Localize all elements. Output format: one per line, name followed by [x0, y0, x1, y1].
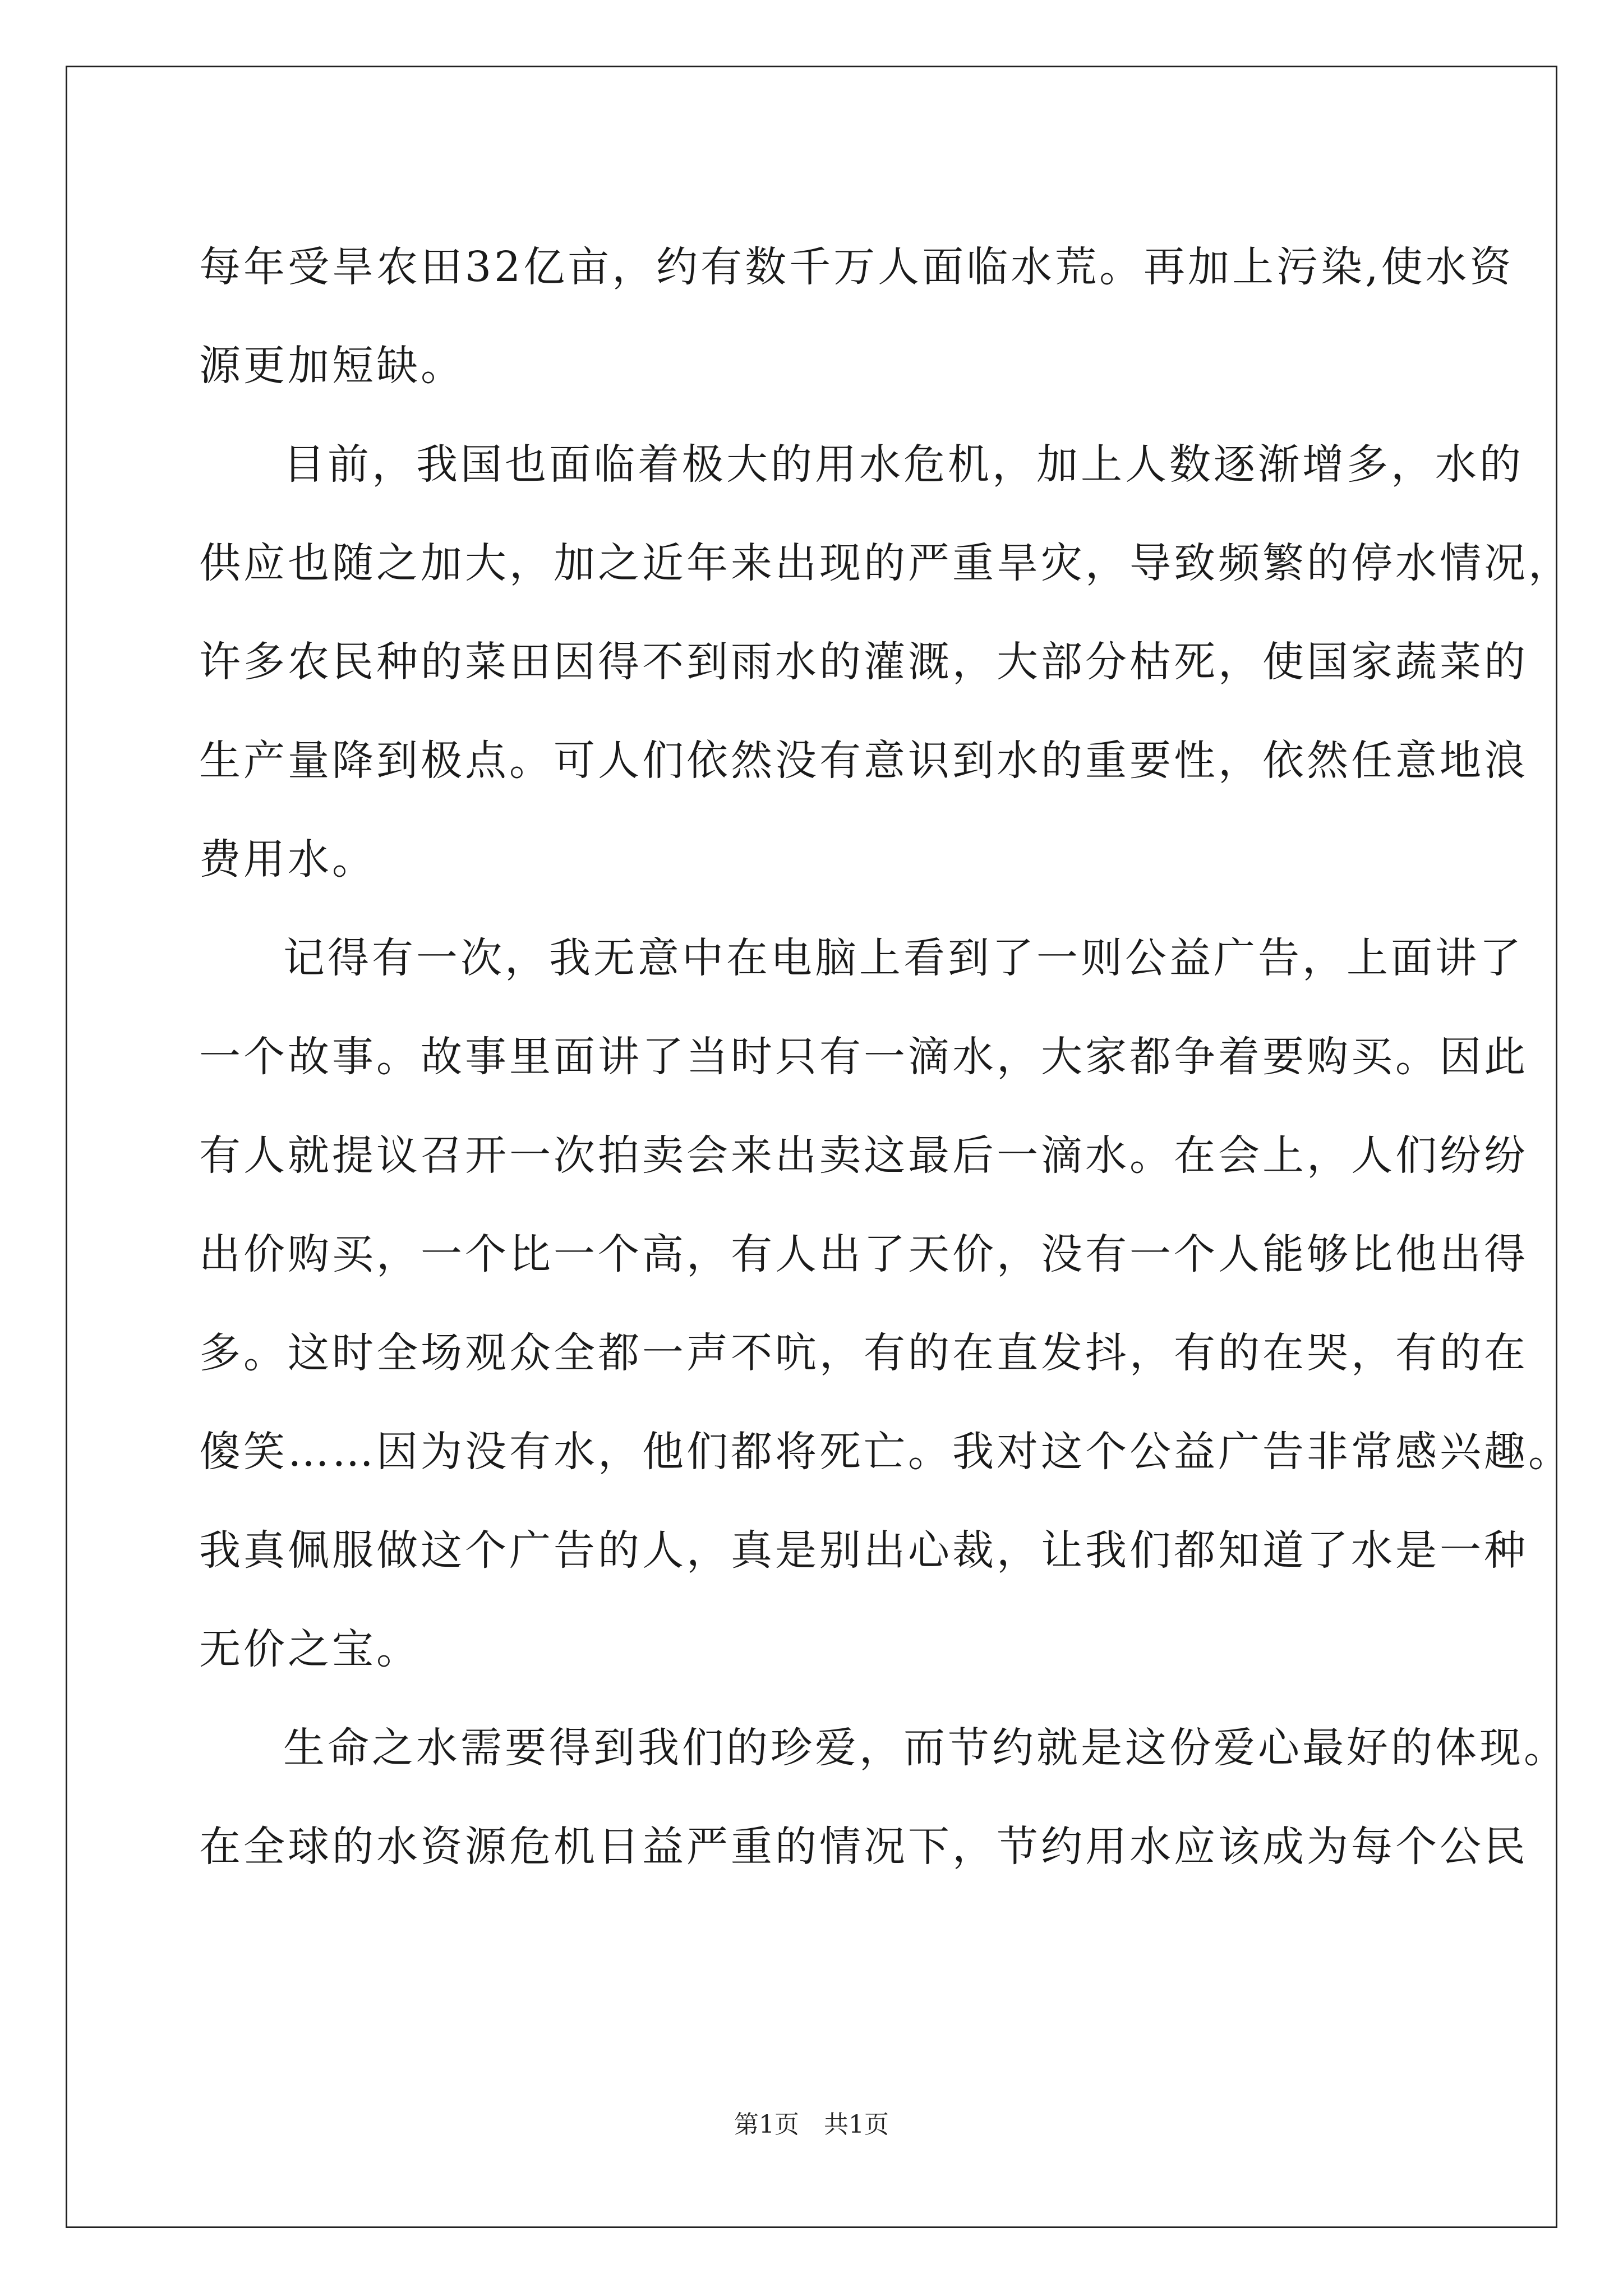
text-line: 傻笑……因为没有水，他们都将死亡。我对这个公益广告非常感兴趣。 — [199, 1428, 1573, 1476]
text-line: 生产量降到极点。可人们依然没有意识到水的重要性，依然任意地浪 — [199, 737, 1528, 785]
text-line: 我真佩服做这个广告的人，真是别出心裁，让我们都知道了水是一种 — [199, 1526, 1528, 1575]
page-footer: 第1页 共1页 — [734, 2110, 889, 2139]
text-line: 每年受旱农田32亿亩，约有数千万人面临水荒。再加上污染,使水资 — [199, 243, 1514, 291]
text-line: 有人就提议召开一次拍卖会来出卖这最后一滴水。在会上，人们纷纷 — [199, 1131, 1528, 1180]
text-line: 多。这时全场观众全都一声不吭，有的在直发抖，有的在哭，有的在 — [199, 1329, 1528, 1377]
text-line: 生命之水需要得到我们的珍爱，而节约就是这份爱心最好的体现。 — [283, 1724, 1568, 1772]
text-line: 出价购买，一个比一个高，有人出了天价，没有一个人能够比他出得 — [199, 1230, 1528, 1278]
document-body — [199, 218, 1573, 1896]
text-line: 在全球的水资源危机日益严重的情况下，节约用水应该成为每个公民 — [199, 1823, 1528, 1871]
text-line: 一个故事。故事里面讲了当时只有一滴水，大家都争着要购买。因此 — [199, 1033, 1528, 1081]
text-line: 供应也随之加大，加之近年来出现的严重旱灾，导致频繁的停水情况， — [199, 539, 1573, 587]
text-line: 许多农民种的菜田因得不到雨水的灌溉，大部分枯死，使国家蔬菜的 — [199, 638, 1528, 686]
text-line: 源更加短缺。 — [199, 342, 465, 390]
text-line: 目前，我国也面临着极大的用水危机，加上人数逐渐增多，水的 — [283, 440, 1524, 489]
text-line: 无价之宝。 — [199, 1625, 421, 1673]
text-line: 记得有一次，我无意中在电脑上看到了一则公益广告，上面讲了 — [283, 934, 1524, 982]
text-line: 费用水。 — [199, 835, 376, 884]
